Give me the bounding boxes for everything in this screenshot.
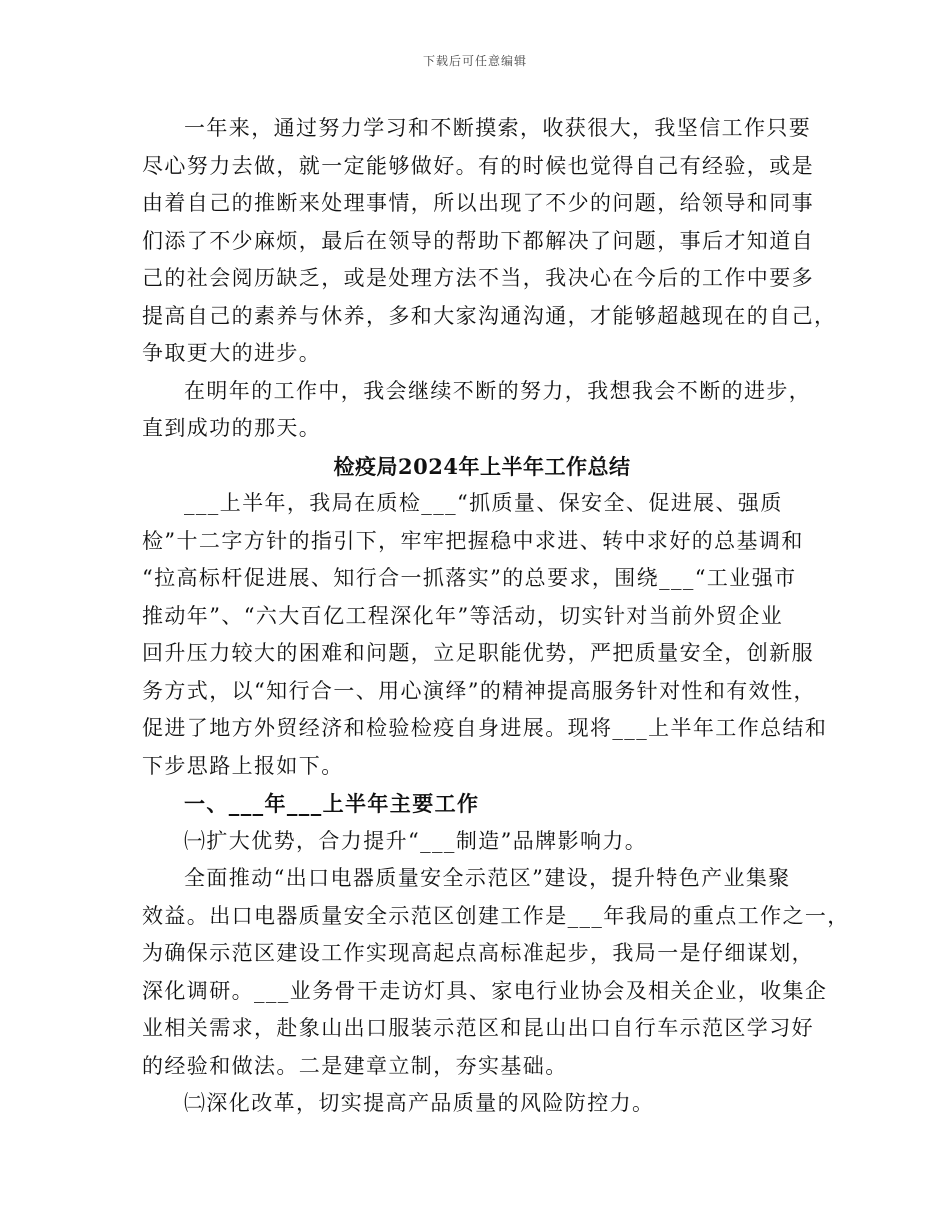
paragraph-line: 由着自己的推断来处理事情，所以出现了不少的问题，给领导和同事: [142, 191, 814, 215]
paragraph-line: 业相关需求，赴象山出口服装示范区和昆山出口自行车示范区学习好: [142, 1016, 814, 1040]
paragraph-line: 一年来，通过努力学习和不断摸索，收获很大，我坚信工作只要: [184, 116, 812, 140]
subsection-heading: ㈠扩大优势，合力提升“___制造”品牌影响力。: [184, 828, 648, 853]
paragraph-line: 直到成功的那天。: [142, 416, 322, 440]
paragraph-line: 促进了地方外贸经济和检验检疫自身进展。现将___上半年工作总结和: [142, 716, 828, 740]
paragraph-line: 争取更大的进步。: [142, 341, 322, 365]
paragraph-line: 检”十二字方针的指引下，牢牢把握稳中求进、转中求好的总基调和: [142, 528, 804, 553]
paragraph-line: 在明年的工作中，我会继续不断的努力，我想我会不断的进步，: [184, 378, 812, 403]
paragraph-line: 效益。出口电器质量安全示范区创建工作是___年我局的重点工作之一，: [142, 903, 850, 928]
paragraph-line: 深化调研。___业务骨干走访灯具、家电行业协会及相关企业，收集企: [142, 978, 828, 1003]
paragraph-line: 己的社会阅历缺乏，或是处理方法不当，我决心在今后的工作中要多: [142, 266, 814, 290]
paragraph-line: ___上半年，我局在质检___“抓质量、保安全、促进展、强质: [184, 491, 783, 515]
paragraph-line: 回升压力较大的困难和问题，立足职能优势，严把质量安全，创新服: [142, 641, 814, 665]
section-heading: 一、___年___上半年主要工作: [184, 791, 480, 816]
document-body: [142, 110, 850, 1123]
document-title: 检疫局2024年上半年工作总结: [333, 453, 631, 479]
paragraph-line: 们添了不少麻烦，最后在领导的帮助下都解决了问题，事后才知道自: [142, 228, 814, 253]
paragraph-line: 尽心努力去做，就一定能够做好。有的时候也觉得自己有经验，或是: [142, 153, 814, 178]
paragraph-line: 提高自己的素养与休养，多和大家沟通沟通，才能够超越现在的自己，: [142, 303, 837, 328]
paragraph-line: 为确保示范区建设工作实现高起点高标准起步，我局一是仔细谋划，: [142, 941, 814, 965]
subsection-heading: ㈡深化改革，切实提高产品质量的风险防控力。: [184, 1091, 655, 1115]
paragraph-line: 的经验和做法。二是建章立制，夯实基础。: [142, 1053, 568, 1078]
page-header-note: 下载后可任意编辑: [422, 54, 527, 68]
paragraph-line: 推动年”、“六大百亿工程深化年”等活动，切实针对当前外贸企业: [142, 603, 784, 628]
paragraph-line: 全面推动“出口电器质量安全示范区”建设，提升特色产业集聚: [184, 866, 791, 890]
paragraph-line: 下步思路上报如下。: [142, 753, 344, 778]
paragraph-line: “拉高标杆促进展、知行合一抓落实”的总要求，围绕___“工业强市: [142, 566, 797, 590]
paragraph-line: 务方式，以“知行合一、用心演绎”的精神提高服务针对性和有效性，: [142, 678, 816, 703]
